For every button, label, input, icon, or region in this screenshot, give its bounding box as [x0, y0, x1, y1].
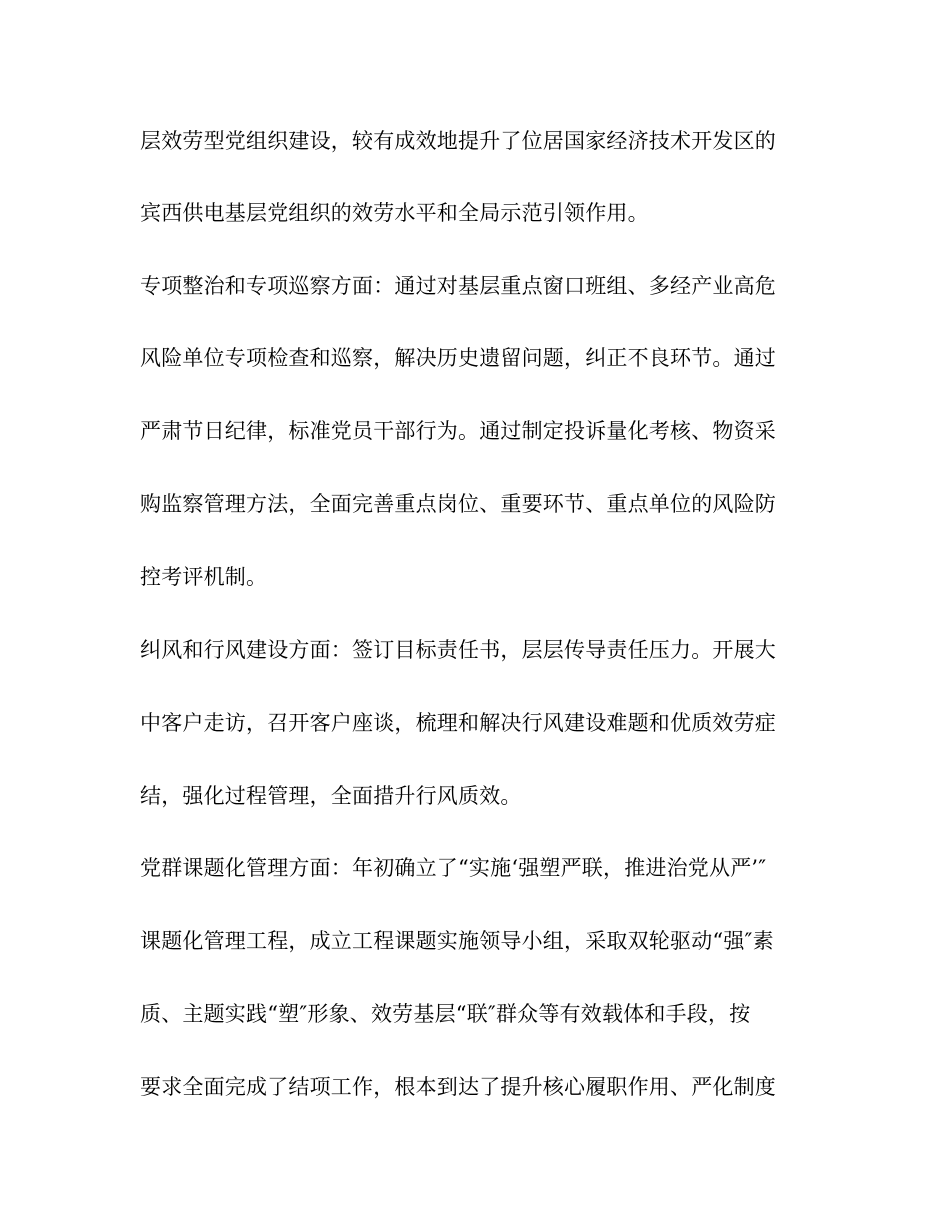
- text-line: 严肃节日纪律，标准党员干部行为。通过制定投诉量化考核、物资采: [140, 419, 776, 443]
- text-line: 风险单位专项检查和巡察，解决历史遗留问题，纠正不良环节。通过: [140, 346, 776, 370]
- text-line: 中客户走访，召开客户座谈，梳理和解决行风建设难题和优质效劳症: [140, 711, 776, 735]
- text-line: 纠风和行风建设方面：签订目标责任书，层层传导责任压力。开展大: [140, 638, 776, 662]
- text-line: 层效劳型党组织建设，较有成效地提升了位居国家经济技术开发区的: [140, 129, 776, 153]
- text-line: 结，强化过程管理，全面措升行风质效。: [140, 784, 522, 808]
- text-line: 宾西供电基层党组织的效劳水平和全局示范引领作用。: [140, 201, 649, 225]
- text-line: 专项整治和专项巡察方面：通过对基层重点窗口班组、多经产业高危: [140, 274, 776, 298]
- text-line: 党群课题化管理方面：年初确立了“实施‘强塑严联，推进治党从严’″: [140, 856, 767, 880]
- text-line: 控考评机制。: [140, 565, 268, 589]
- text-line: 要求全面完成了结项工作，根本到达了提升核心履职作用、严化制度: [140, 1075, 776, 1099]
- text-line: 购监察管理方法，全面完善重点岗位、重要环节、重点单位的风险防: [140, 492, 776, 516]
- text-line: 课题化管理工程，成立工程课题实施领导小组，采取双轮驱动“强″素: [140, 929, 774, 953]
- text-line: 质、主题实践“塑″形象、效劳基层“联″群众等有效载体和手段，按: [140, 1002, 751, 1026]
